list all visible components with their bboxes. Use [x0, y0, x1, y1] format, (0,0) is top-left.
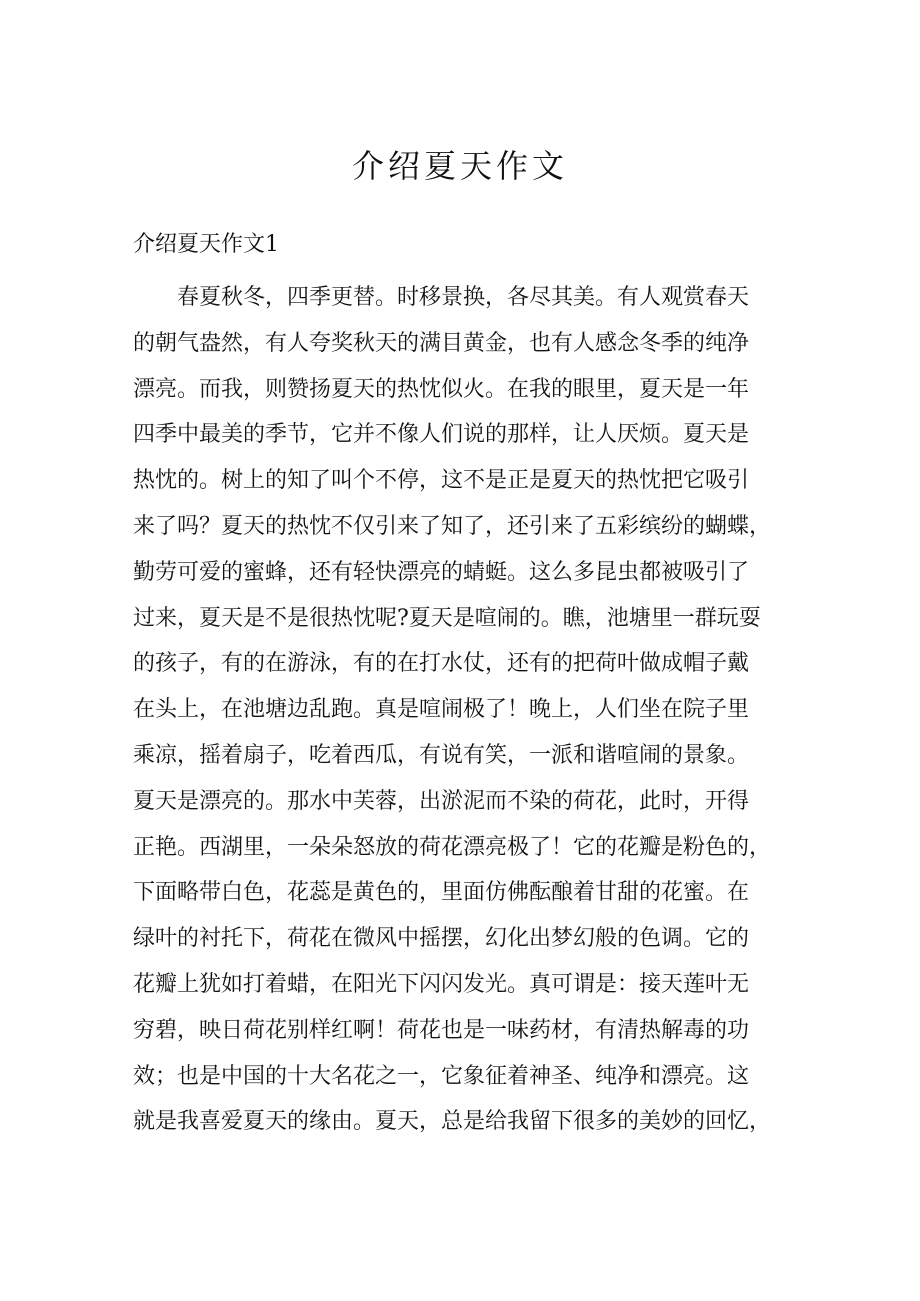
document-title: 介绍夏天作文 — [351, 147, 568, 185]
essay-body — [133, 275, 793, 1145]
text-line: 春夏秋冬，四季更替。时移景换，各尽其美。有人观赏春天 — [177, 285, 750, 310]
text-line: 下面略带白色，花蕊是黄色的，里面仿佛酝酿着甘甜的花蜜。在 — [133, 880, 750, 906]
text-line: 正艳。西湖里，一朵朵怒放的荷花漂亮极了！它的花瓣是粉色的， — [133, 834, 772, 860]
text-line: 在头上，在池塘边乱跑。真是喧闹极了！晚上，人们坐在院子里 — [133, 697, 750, 723]
text-line: 热忱的。树上的知了叫个不停，这不是正是夏天的热忱把它吸引 — [133, 468, 750, 494]
text-line: 的朝气盎然，有人夸奖秋天的满目黄金，也有人感念冬季的纯净 — [133, 330, 750, 356]
text-line: 穷碧，映日荷花别样红啊！荷花也是一味药材，有清热解毒的功 — [133, 1017, 750, 1043]
text-line: 绿叶的衬托下，荷花在微风中摇摆，幻化出梦幻般的色调。它的 — [133, 926, 750, 952]
text-line: 的孩子，有的在游泳，有的在打水仗，还有的把荷叶做成帽子戴 — [133, 651, 750, 677]
text-line: 来了吗？夏天的热忱不仅引来了知了，还引来了五彩缤纷的蝴蝶， — [133, 513, 772, 539]
text-line: 过来，夏天是不是很热忱呢?夏天是喧闹的。瞧，池塘里一群玩耍 — [133, 605, 761, 631]
text-line: 漂亮。而我，则赞扬夏天的热忱似火。在我的眼里，夏天是一年 — [133, 376, 750, 402]
section-heading: 介绍夏天作文1 — [133, 232, 279, 257]
text-line: 就是我喜爱夏天的缘由。夏天，总是给我留下很多的美妙的回忆， — [133, 1109, 772, 1135]
text-line: 花瓣上犹如打着蜡，在阳光下闪闪发光。真可谓是：接天莲叶无 — [133, 971, 750, 997]
text-line: 四季中最美的季节，它并不像人们说的那样，让人厌烦。夏天是 — [133, 422, 750, 448]
text-line: 勤劳可爱的蜜蜂，还有轻快漂亮的蜻蜓。这么多昆虫都被吸引了 — [133, 559, 750, 585]
text-line: 夏天是漂亮的。那水中芙蓉，出淤泥而不染的荷花，此时，开得 — [133, 788, 750, 814]
text-line: 乘凉，摇着扇子，吃着西瓜，有说有笑，一派和谐喧闹的景象。 — [133, 742, 750, 768]
text-line: 效；也是中国的十大名花之一，它象征着神圣、纯净和漂亮。这 — [133, 1063, 750, 1089]
